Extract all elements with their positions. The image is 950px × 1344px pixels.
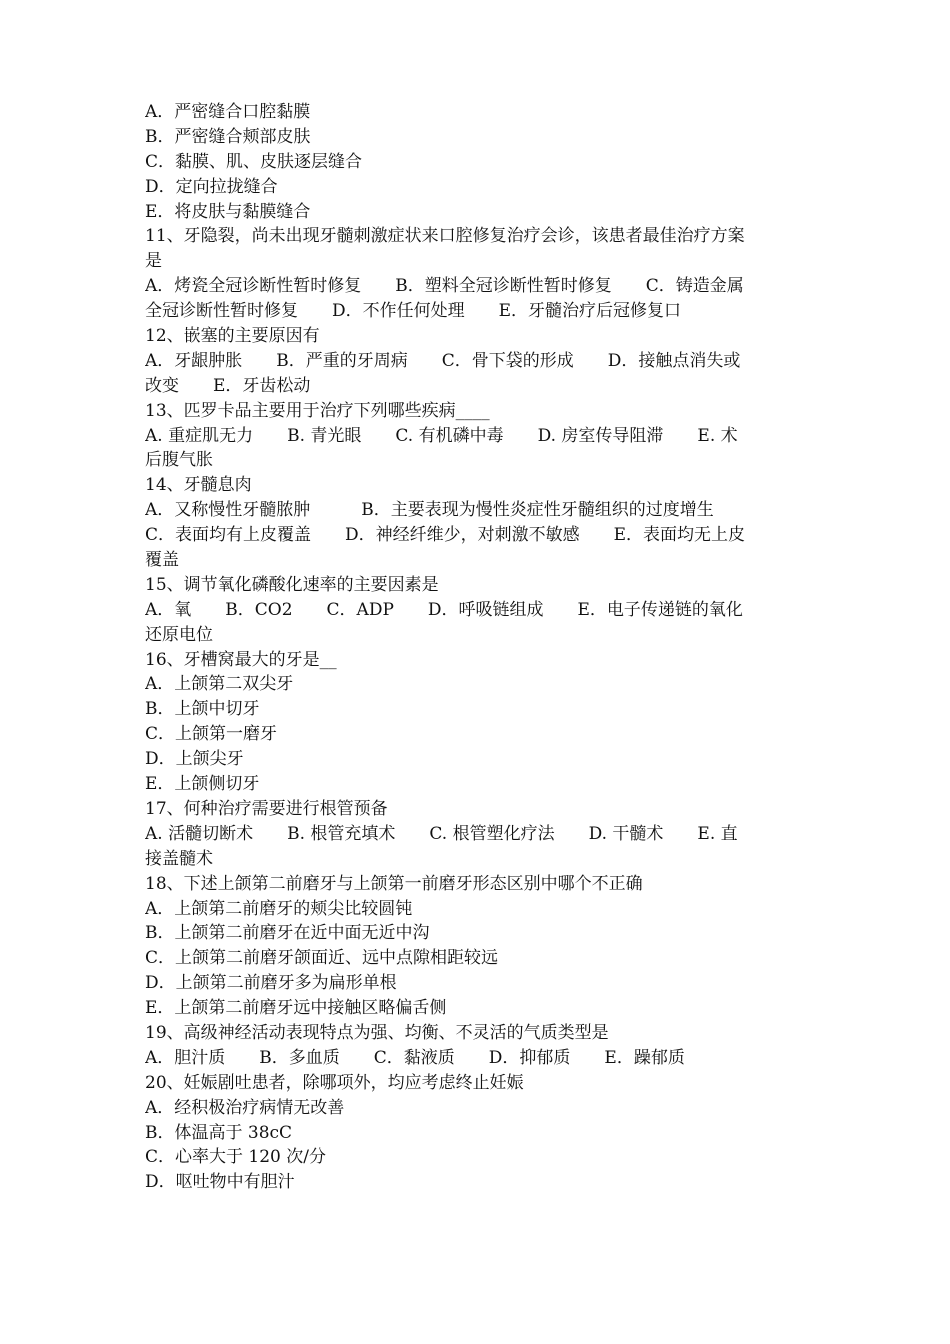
- question-line: 是: [145, 251, 162, 272]
- option-line: 接盖髓术: [145, 848, 213, 869]
- option-line: 全冠诊断性暂时修复 D．不作任何处理 E．牙髓治疗后冠修复口: [145, 301, 682, 322]
- option-line: D．定向拉拢缝合: [145, 176, 278, 197]
- question-20: 20、妊娠剧吐患者，除哪项外，均应考虑终止妊娠: [145, 1072, 524, 1093]
- option-line: E．将皮肤与黏膜缝合: [145, 201, 311, 222]
- question-13: 13、匹罗卡品主要用于治疗下列哪些疾病____: [145, 400, 490, 421]
- option-line: A．严密缝合口腔黏膜: [145, 102, 311, 122]
- option-line: A．经积极治疗病情无改善: [145, 1097, 345, 1118]
- option-line: C．上颌第一磨牙: [145, 724, 278, 745]
- option-line: D．上颌尖牙: [145, 749, 244, 770]
- option-line: E．上颌第二前磨牙远中接触区略偏舌侧: [145, 998, 447, 1019]
- option-line: B．上颌中切牙: [145, 699, 260, 720]
- question-17: 17、何种治疗需要进行根管预备: [145, 798, 388, 819]
- option-line: A. 重症肌无力 B. 青光眼 C. 有机磷中毒 D. 房室传导阻滞 E. 术: [145, 425, 738, 446]
- question-19: 19、高级神经活动表现特点为强、均衡、不灵活的气质类型是: [145, 1022, 609, 1043]
- question-14: 14、牙髓息肉: [145, 475, 252, 496]
- question-16: 16、牙槽窝最大的牙是__: [145, 649, 337, 670]
- option-line: 覆盖: [145, 550, 179, 571]
- option-line: A．牙龈肿胀 B．严重的牙周病 C．骨下袋的形成 D．接触点消失或: [145, 350, 741, 371]
- option-line: C．表面均有上皮覆盖 D．神经纤维少，对刺激不敏感 E．表面均无上皮: [145, 525, 746, 546]
- question-11: 11、牙隐裂，尚未出现牙髓刺激症状来口腔修复治疗会诊，该患者最佳治疗方案: [145, 226, 745, 247]
- option-line: B．上颌第二前磨牙在近中面无近中沟: [145, 923, 430, 944]
- option-line: D．呕吐物中有胆汁: [145, 1172, 295, 1193]
- option-line: B．严密缝合颊部皮肤: [145, 126, 311, 147]
- option-line: 还原电位: [145, 624, 213, 645]
- option-line: D．上颌第二前磨牙多为扁形单根: [145, 973, 397, 994]
- question-18: 18、下述上颌第二前磨牙与上颌第一前磨牙形态区别中哪个不正确: [145, 873, 643, 894]
- option-line: A. 活髓切断术 B. 根管充填术 C. 根管塑化疗法 D. 干髓术 E. 直: [145, 823, 738, 844]
- question-12: 12、嵌塞的主要原因有: [145, 326, 320, 347]
- option-line: C．黏膜、肌、皮肤逐层缝合: [145, 151, 363, 172]
- option-line: A．又称慢性牙髓脓肿 B．主要表现为慢性炎症性牙髓组织的过度增生: [145, 500, 714, 521]
- document-page: [145, 100, 813, 1195]
- option-line: A．胆汁质 B．多血质 C．黏液质 D．抑郁质 E．躁郁质: [145, 1047, 685, 1068]
- option-line: A．氧 B．CO2 C．ADP D．呼吸链组成 E．电子传递链的氧化: [145, 599, 743, 620]
- option-line: A．烤瓷全冠诊断性暂时修复 B．塑料全冠诊断性暂时修复 C．铸造金属: [145, 276, 744, 297]
- option-line: B．体温高于 38cC: [145, 1122, 293, 1143]
- option-line: C．上颌第二前磨牙颌面近、远中点隙相距较远: [145, 948, 499, 969]
- option-line: A．上颌第二双尖牙: [145, 674, 294, 695]
- option-line: 改变 E．牙齿松动: [145, 375, 311, 396]
- question-15: 15、调节氧化磷酸化速率的主要因素是: [145, 574, 439, 595]
- option-line: A．上颌第二前磨牙的颊尖比较圆钝: [145, 898, 413, 919]
- option-line: C．心率大于 120 次/分: [145, 1147, 326, 1168]
- option-line: E．上颌侧切牙: [145, 774, 260, 795]
- option-line: 后腹气胀: [145, 450, 213, 471]
